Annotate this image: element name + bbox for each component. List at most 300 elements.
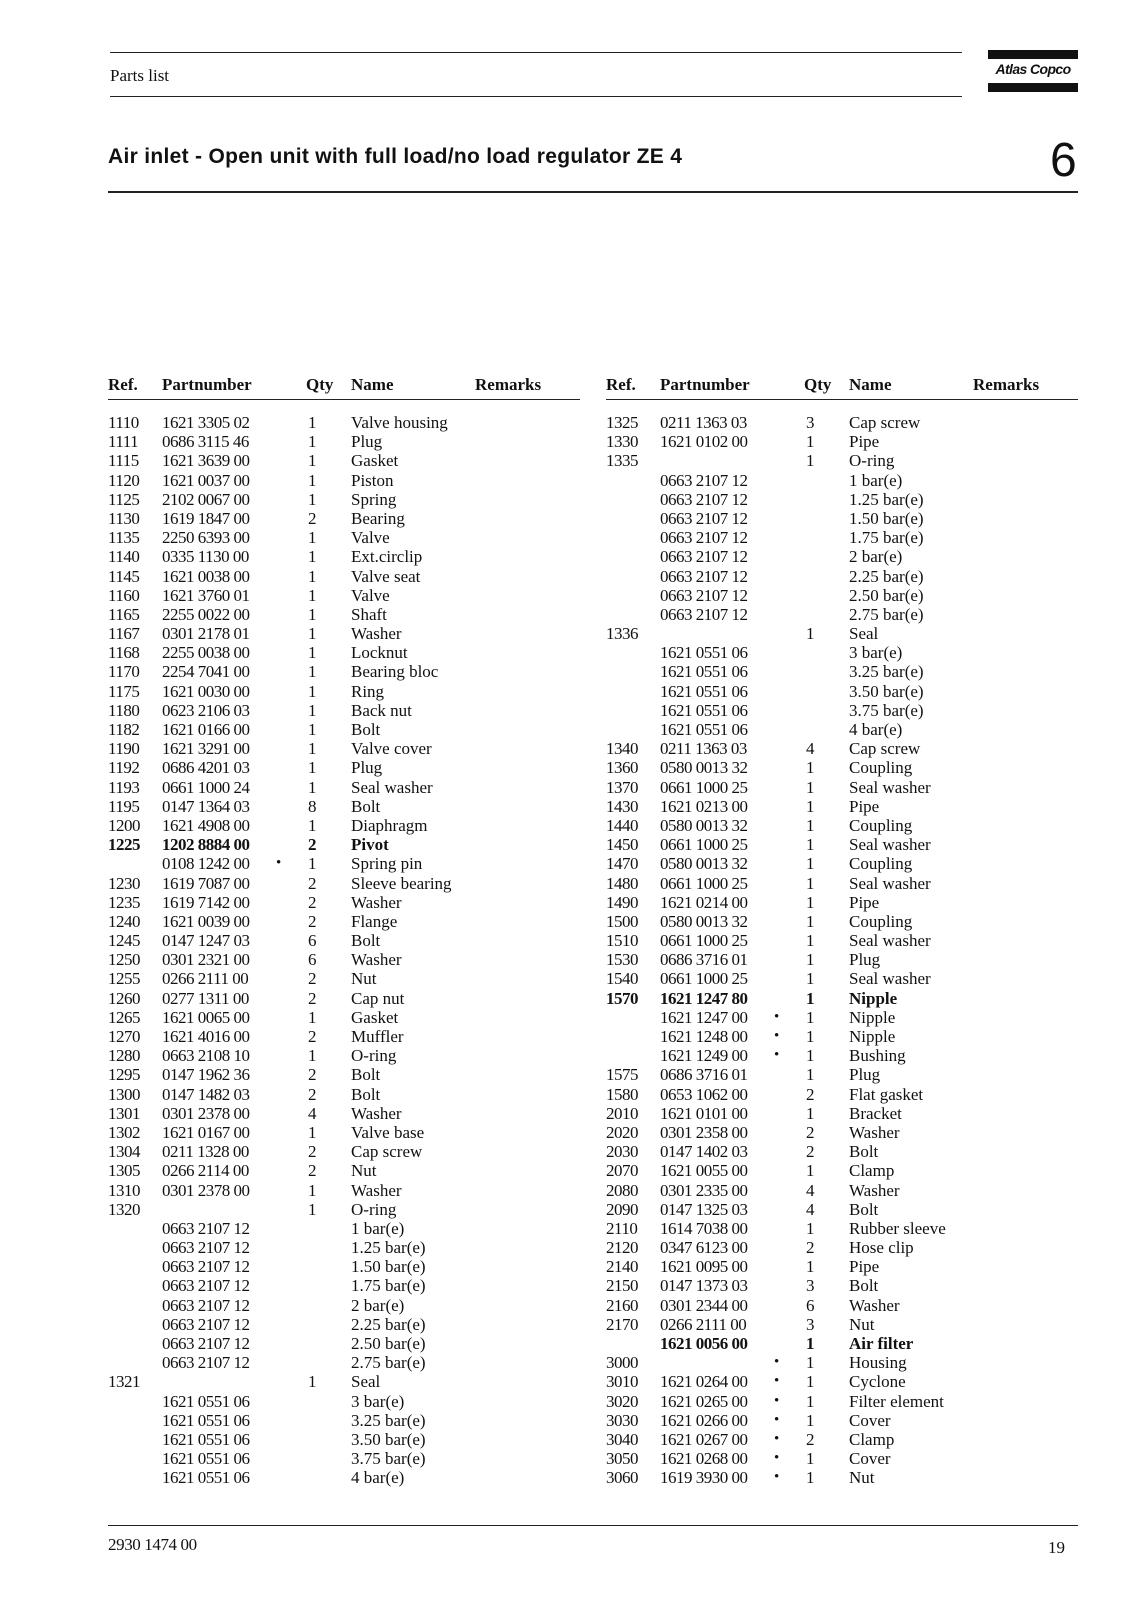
cell-name: Cap screw: [351, 1142, 423, 1162]
cell-qty: 1: [308, 1180, 317, 1200]
cell-partnumber: 0580 0013 32: [660, 815, 748, 835]
cell-name: Coupling: [849, 854, 913, 874]
cell-ref: 1540: [606, 969, 638, 989]
cell-ref: 1370: [606, 777, 638, 797]
cell-ref: 2150: [606, 1276, 638, 1296]
cell-name: Valve base: [351, 1122, 425, 1142]
cell-ref: 1195: [108, 796, 140, 816]
cell-partnumber: 1621 0056 00: [660, 1334, 748, 1353]
cell-partnumber: 0301 2378 00: [162, 1103, 250, 1123]
cell-partnumber: 1621 4908 00: [162, 815, 250, 835]
cell-name: 4 bar(e): [351, 1468, 405, 1488]
cell-name: Bolt: [849, 1199, 879, 1219]
cell-ref: 1310: [108, 1180, 140, 1200]
cell-name: Bracket: [849, 1103, 902, 1123]
cell-qty: 1: [806, 873, 815, 893]
cell-name: O-ring: [351, 1199, 397, 1219]
cell-qty: 1: [806, 777, 815, 797]
cell-name: 2 bar(e): [849, 547, 903, 567]
cell-qty: 1: [806, 911, 815, 931]
cell-qty: 1: [308, 413, 317, 432]
cell-partnumber: 1621 0264 00: [660, 1372, 748, 1392]
cell-qty: 6: [308, 931, 317, 951]
cell-marker: •: [774, 1450, 780, 1467]
cell-name: 3 bar(e): [849, 643, 903, 663]
cell-qty: 1: [806, 1468, 815, 1488]
cell-name: Flat gasket: [849, 1084, 924, 1104]
cell-marker: •: [774, 1411, 780, 1428]
cell-partnumber: 2255 0022 00: [162, 604, 250, 624]
cell-ref: 1580: [606, 1084, 638, 1104]
cell-partnumber: 0663 2107 12: [660, 508, 748, 528]
cell-qty: 1: [308, 624, 317, 644]
cell-partnumber: 1621 0551 06: [162, 1391, 250, 1411]
cell-partnumber: 0211 1363 03: [660, 413, 747, 432]
cell-name: Back nut: [351, 700, 412, 720]
cell-name: Pipe: [849, 892, 880, 912]
cell-ref: 1450: [606, 835, 638, 855]
cell-ref: 1270: [108, 1027, 140, 1046]
page-title: Air inlet - Open unit with full load/no load regulator ZE 4: [108, 145, 683, 168]
table-header-rule-right: [606, 399, 1078, 400]
cell-ref: 1440: [606, 815, 638, 835]
cell-partnumber: 1621 0166 00: [162, 720, 250, 739]
cell-ref: 1301: [108, 1103, 140, 1123]
cell-name: Bearing bloc: [351, 662, 439, 682]
cell-qty: 1: [806, 1449, 815, 1469]
cell-partnumber: 0663 2107 12: [162, 1218, 250, 1238]
cell-ref: 1530: [606, 950, 638, 970]
cell-partnumber: 0580 0013 32: [660, 911, 748, 931]
cell-qty: 4: [806, 739, 815, 759]
cell-name: Filter element: [849, 1391, 944, 1411]
cell-name: 2.50 bar(e): [351, 1334, 426, 1353]
cell-qty: 3: [806, 413, 815, 432]
cell-partnumber: 1621 0037 00: [162, 470, 250, 490]
cell-ref: 2080: [606, 1180, 638, 1200]
cell-ref: 1302: [108, 1122, 140, 1142]
cell-ref: 1240: [108, 911, 140, 931]
cell-name: Air filter: [849, 1334, 914, 1353]
cell-name: Bearing: [351, 508, 405, 528]
cell-partnumber: 1621 3291 00: [162, 739, 250, 759]
cell-name: Nipple: [849, 1007, 896, 1027]
cell-ref: 1295: [108, 1065, 140, 1085]
cell-ref: 1304: [108, 1142, 140, 1162]
cell-partnumber: 1619 1847 00: [162, 508, 250, 528]
cell-qty: 1: [308, 470, 317, 490]
cell-ref: 1180: [108, 700, 140, 720]
brand-logo: [988, 50, 1078, 94]
section-label: Parts list: [110, 66, 170, 85]
cell-name: Bolt: [351, 1084, 381, 1104]
cell-name: Seal washer: [849, 931, 931, 951]
cell-qty: 4: [806, 1199, 815, 1219]
cell-qty: 2: [308, 988, 317, 1008]
cell-name: 3.25 bar(e): [849, 662, 924, 682]
cell-name: 1.75 bar(e): [849, 528, 924, 548]
cell-qty: 1: [308, 1199, 317, 1219]
cell-ref: 1200: [108, 815, 140, 835]
cell-ref: 1255: [108, 969, 140, 989]
cell-marker: •: [774, 1430, 780, 1447]
cell-qty: 1: [806, 451, 815, 471]
cell-name: 1.50 bar(e): [351, 1257, 426, 1277]
cell-ref: 1135: [108, 528, 140, 548]
logo-text: Atlas Copco: [995, 61, 1071, 77]
cell-ref: 3000: [606, 1353, 638, 1373]
cell-marker: •: [774, 1373, 780, 1390]
cell-partnumber: 0301 2335 00: [660, 1180, 748, 1200]
cell-partnumber: 0108 1242 00: [162, 854, 250, 874]
cell-ref: 1336: [606, 624, 638, 644]
cell-partnumber: 1621 0213 00: [660, 796, 748, 816]
cell-partnumber: 0266 2114 00: [162, 1161, 249, 1181]
cell-name: O-ring: [351, 1046, 397, 1066]
cell-partnumber: 1621 0551 06: [660, 681, 748, 701]
cell-partnumber: 0653 1062 00: [660, 1084, 748, 1104]
cell-partnumber: 0301 2321 00: [162, 950, 250, 970]
header-remarks: Remarks: [973, 375, 1040, 394]
cell-ref: 1190: [108, 739, 140, 759]
cell-ref: 1430: [606, 796, 638, 816]
cell-partnumber: 1621 0101 00: [660, 1103, 748, 1123]
cell-name: Gasket: [351, 1007, 399, 1027]
cell-name: Diaphragm: [351, 815, 428, 835]
footer-rule: [108, 1525, 1078, 1526]
cell-ref: 1490: [606, 892, 638, 912]
section-number: 6: [1050, 134, 1077, 187]
cell-partnumber: 1621 0267 00: [660, 1429, 748, 1449]
cell-partnumber: 0663 2107 12: [162, 1334, 250, 1353]
cell-qty: 6: [308, 950, 317, 970]
cell-ref: 1570: [606, 988, 638, 1008]
cell-partnumber: 1621 0551 06: [162, 1410, 250, 1430]
cell-qty: 1: [308, 700, 317, 720]
cell-name: Seal: [351, 1372, 381, 1392]
cell-partnumber: 0661 1000 25: [660, 835, 748, 855]
cell-ref: 3020: [606, 1391, 638, 1411]
cell-ref: 2120: [606, 1238, 638, 1258]
header-ref: Ref.: [606, 375, 636, 394]
cell-qty: 1: [308, 662, 317, 682]
cell-ref: 1500: [606, 911, 638, 931]
cell-partnumber: 1621 0551 06: [660, 700, 748, 720]
cell-name: Bushing: [849, 1046, 906, 1066]
cell-name: Cap screw: [849, 739, 921, 759]
cell-qty: 2: [806, 1122, 815, 1142]
cell-name: 2.25 bar(e): [351, 1314, 426, 1334]
cell-name: Nut: [351, 969, 377, 989]
cell-qty: 2: [308, 835, 317, 855]
cell-partnumber: 0301 2378 00: [162, 1180, 250, 1200]
cell-ref: 1192: [108, 758, 140, 778]
cell-name: Coupling: [849, 815, 913, 835]
cell-ref: 1480: [606, 873, 638, 893]
cell-ref: 1130: [108, 508, 140, 528]
cell-partnumber: 1621 1248 00: [660, 1027, 748, 1046]
cell-name: Shaft: [351, 604, 387, 624]
cell-ref: 1225: [108, 835, 140, 855]
cell-name: Flange: [351, 911, 398, 931]
cell-ref: 1165: [108, 604, 140, 624]
cell-partnumber: 1621 0030 00: [162, 681, 250, 701]
cell-qty: 1: [308, 720, 317, 739]
cell-qty: 1: [806, 1218, 815, 1238]
cell-qty: 4: [806, 1180, 815, 1200]
cell-qty: 2: [308, 969, 317, 989]
cell-partnumber: 0147 1962 36: [162, 1065, 250, 1085]
cell-name: 1 bar(e): [849, 470, 903, 490]
cell-ref: 1170: [108, 662, 140, 682]
header-remarks: Remarks: [475, 375, 542, 394]
cell-qty: 1: [806, 1391, 815, 1411]
table-header-left: [108, 375, 580, 397]
cell-ref: 1160: [108, 585, 140, 605]
cell-qty: 1: [806, 950, 815, 970]
cell-name: 3.50 bar(e): [849, 681, 924, 701]
cell-partnumber: 0147 1373 03: [660, 1276, 748, 1296]
cell-qty: 2: [308, 911, 317, 931]
header-ref: Ref.: [108, 375, 138, 394]
cell-ref: 1575: [606, 1065, 638, 1085]
cell-partnumber: 0686 3716 01: [660, 950, 748, 970]
cell-ref: 1111: [108, 432, 139, 452]
cell-partnumber: 1621 0551 06: [660, 662, 748, 682]
cell-ref: 2020: [606, 1122, 638, 1142]
cell-ref: 2110: [606, 1218, 638, 1238]
cell-name: Clamp: [849, 1429, 895, 1449]
cell-name: Valve: [351, 528, 390, 548]
cell-name: Sleeve bearing: [351, 873, 452, 893]
cell-qty: 1: [308, 815, 317, 835]
header-name: Name: [849, 375, 892, 394]
cell-name: Cap screw: [849, 413, 921, 432]
cell-name: Rubber sleeve: [849, 1218, 946, 1238]
cell-qty: 1: [308, 777, 317, 797]
cell-partnumber: 1619 7142 00: [162, 892, 250, 912]
header-name: Name: [351, 375, 394, 394]
cell-partnumber: 0580 0013 32: [660, 758, 748, 778]
cell-qty: 1: [806, 1372, 815, 1392]
cell-name: Muffler: [351, 1027, 404, 1046]
cell-ref: 1325: [606, 413, 638, 432]
cell-name: Coupling: [849, 758, 913, 778]
cell-name: Seal washer: [849, 969, 931, 989]
cell-name: Pipe: [849, 1257, 880, 1277]
table-header-rule-left: [108, 399, 580, 400]
cell-name: Bolt: [849, 1276, 879, 1296]
cell-name: 2 bar(e): [351, 1295, 405, 1315]
cell-partnumber: 1621 0551 06: [162, 1468, 250, 1488]
cell-name: Hose clip: [849, 1238, 914, 1258]
logo-bottom-bar: [988, 83, 1078, 92]
cell-marker: •: [774, 1008, 780, 1025]
cell-partnumber: 0661 1000 25: [660, 931, 748, 951]
cell-name: Bolt: [849, 1142, 879, 1162]
cell-partnumber: 0211 1328 00: [162, 1142, 249, 1162]
cell-name: O-ring: [849, 451, 895, 471]
cell-qty: 1: [806, 1065, 815, 1085]
cell-qty: 4: [308, 1103, 317, 1123]
cell-partnumber: 2102 0067 00: [162, 489, 250, 509]
cell-qty: 1: [308, 758, 317, 778]
cell-qty: 3: [806, 1314, 815, 1334]
cell-partnumber: 0686 3716 01: [660, 1065, 748, 1085]
cell-name: Plug: [351, 432, 383, 452]
cell-name: 2.75 bar(e): [849, 604, 924, 624]
cell-partnumber: 0663 2107 12: [162, 1353, 250, 1373]
cell-partnumber: 0277 1311 00: [162, 988, 249, 1008]
cell-name: Seal washer: [351, 777, 433, 797]
cell-qty: 1: [806, 931, 815, 951]
cell-ref: 1320: [108, 1199, 140, 1219]
cell-partnumber: 1621 0167 00: [162, 1122, 250, 1142]
cell-name: 3 bar(e): [351, 1391, 405, 1411]
cell-name: 1 bar(e): [351, 1218, 405, 1238]
cell-partnumber: 0663 2107 12: [162, 1314, 250, 1334]
cell-name: Bolt: [351, 720, 381, 739]
cell-qty: 1: [308, 1372, 317, 1392]
cell-name: Cover: [849, 1449, 891, 1469]
cell-qty: 1: [308, 854, 317, 874]
cell-name: 1.50 bar(e): [849, 508, 924, 528]
header-qty: Qty: [804, 375, 832, 394]
cell-qty: 2: [806, 1429, 815, 1449]
cell-ref: 3060: [606, 1468, 638, 1488]
cell-ref: 1265: [108, 1007, 140, 1027]
cell-qty: 1: [806, 758, 815, 778]
cell-partnumber: 0663 2108 10: [162, 1046, 250, 1066]
cell-ref: 1175: [108, 681, 140, 701]
cell-name: 3.25 bar(e): [351, 1410, 426, 1430]
cell-name: 2.25 bar(e): [849, 566, 924, 586]
cell-ref: 1125: [108, 489, 140, 509]
cell-name: Washer: [351, 892, 402, 912]
cell-partnumber: 0663 2107 12: [660, 547, 748, 567]
cell-ref: 1470: [606, 854, 638, 874]
cell-partnumber: 0663 2107 12: [660, 585, 748, 605]
cell-ref: 2140: [606, 1257, 638, 1277]
cell-partnumber: 1621 0095 00: [660, 1257, 748, 1277]
cell-name: Nut: [849, 1314, 875, 1334]
cell-ref: 1120: [108, 470, 140, 490]
cell-partnumber: 0661 1000 24: [162, 777, 250, 797]
cell-partnumber: 1621 1247 80: [660, 988, 748, 1008]
cell-ref: 1360: [606, 758, 638, 778]
cell-qty: 1: [308, 739, 317, 759]
cell-ref: 1115: [108, 451, 139, 471]
cell-name: Valve cover: [351, 739, 432, 759]
cell-qty: 1: [806, 1410, 815, 1430]
cell-partnumber: 1621 1247 00: [660, 1007, 748, 1027]
cell-partnumber: 0686 3115 46: [162, 432, 249, 452]
cell-qty: 1: [308, 585, 317, 605]
cell-qty: 1: [308, 1046, 317, 1066]
cell-partnumber: 1202 8884 00: [162, 835, 250, 855]
cell-name: Piston: [351, 470, 394, 490]
cell-partnumber: 2255 0038 00: [162, 643, 250, 663]
cell-name: Ext.circlip: [351, 547, 423, 567]
cell-ref: 3050: [606, 1449, 638, 1469]
cell-ref: 2070: [606, 1161, 638, 1181]
cell-name: Bolt: [351, 1065, 381, 1085]
cell-qty: 3: [806, 1276, 815, 1296]
cell-partnumber: 1619 3930 00: [660, 1468, 748, 1488]
cell-ref: 2010: [606, 1103, 638, 1123]
cell-name: Plug: [849, 950, 881, 970]
cell-ref: 1168: [108, 643, 140, 663]
cell-partnumber: 1621 0038 00: [162, 566, 250, 586]
cell-name: 1.25 bar(e): [849, 489, 924, 509]
cell-qty: 1: [308, 566, 317, 586]
cell-qty: 1: [308, 681, 317, 701]
cell-ref: 1140: [108, 547, 140, 567]
cell-partnumber: 0266 2111 00: [660, 1314, 747, 1334]
cell-qty: 1: [806, 969, 815, 989]
cell-qty: 2: [308, 1065, 317, 1085]
cell-name: Spring: [351, 489, 397, 509]
cell-qty: 1: [806, 1103, 815, 1123]
cell-partnumber: 0663 2107 12: [162, 1276, 250, 1296]
cell-ref: 1235: [108, 892, 140, 912]
cell-partnumber: 0663 2107 12: [162, 1238, 250, 1258]
cell-ref: 1300: [108, 1084, 140, 1104]
cell-partnumber: 0663 2107 12: [660, 566, 748, 586]
cell-partnumber: 0347 6123 00: [660, 1238, 748, 1258]
cell-partnumber: 0661 1000 25: [660, 873, 748, 893]
cell-partnumber: 0661 1000 25: [660, 969, 748, 989]
cell-name: Nut: [351, 1161, 377, 1181]
cell-ref: 1305: [108, 1161, 140, 1181]
header-qty: Qty: [306, 375, 334, 394]
cell-name: Nipple: [849, 988, 898, 1008]
cell-ref: 1167: [108, 624, 140, 644]
cell-name: Plug: [351, 758, 383, 778]
cell-ref: 1110: [108, 413, 139, 432]
cell-name: Pipe: [849, 796, 880, 816]
cell-qty: 1: [806, 1161, 815, 1181]
cell-name: Clamp: [849, 1161, 895, 1181]
cell-qty: 2: [308, 1027, 317, 1046]
cell-name: Nipple: [849, 1027, 896, 1046]
cell-partnumber: 1621 0214 00: [660, 892, 748, 912]
cell-name: Seal washer: [849, 777, 931, 797]
cell-partnumber: 0663 2107 12: [660, 528, 748, 548]
header-bottom-rule: [110, 96, 962, 97]
cell-partnumber: 1621 0551 06: [162, 1429, 250, 1449]
cell-partnumber: 1621 0065 00: [162, 1007, 250, 1027]
cell-qty: 2: [806, 1084, 815, 1104]
cell-qty: 1: [308, 528, 317, 548]
cell-name: Washer: [351, 1103, 402, 1123]
cell-qty: 2: [308, 508, 317, 528]
cell-qty: 1: [806, 1334, 815, 1353]
cell-name: Washer: [849, 1295, 900, 1315]
cell-partnumber: 1621 0268 00: [660, 1449, 748, 1469]
document-number: 2930 1474 00: [108, 1535, 197, 1554]
cell-qty: 1: [308, 1122, 317, 1142]
cell-partnumber: 0335 1130 00: [162, 547, 249, 567]
header-partnumber: Partnumber: [162, 375, 252, 394]
cell-partnumber: 1621 0055 00: [660, 1161, 748, 1181]
cell-marker: •: [774, 1392, 780, 1409]
cell-name: Spring pin: [351, 854, 423, 874]
cell-qty: 1: [806, 835, 815, 855]
cell-partnumber: 0663 2107 12: [660, 489, 748, 509]
cell-ref: 3030: [606, 1410, 638, 1430]
cell-partnumber: 0663 2107 12: [162, 1295, 250, 1315]
